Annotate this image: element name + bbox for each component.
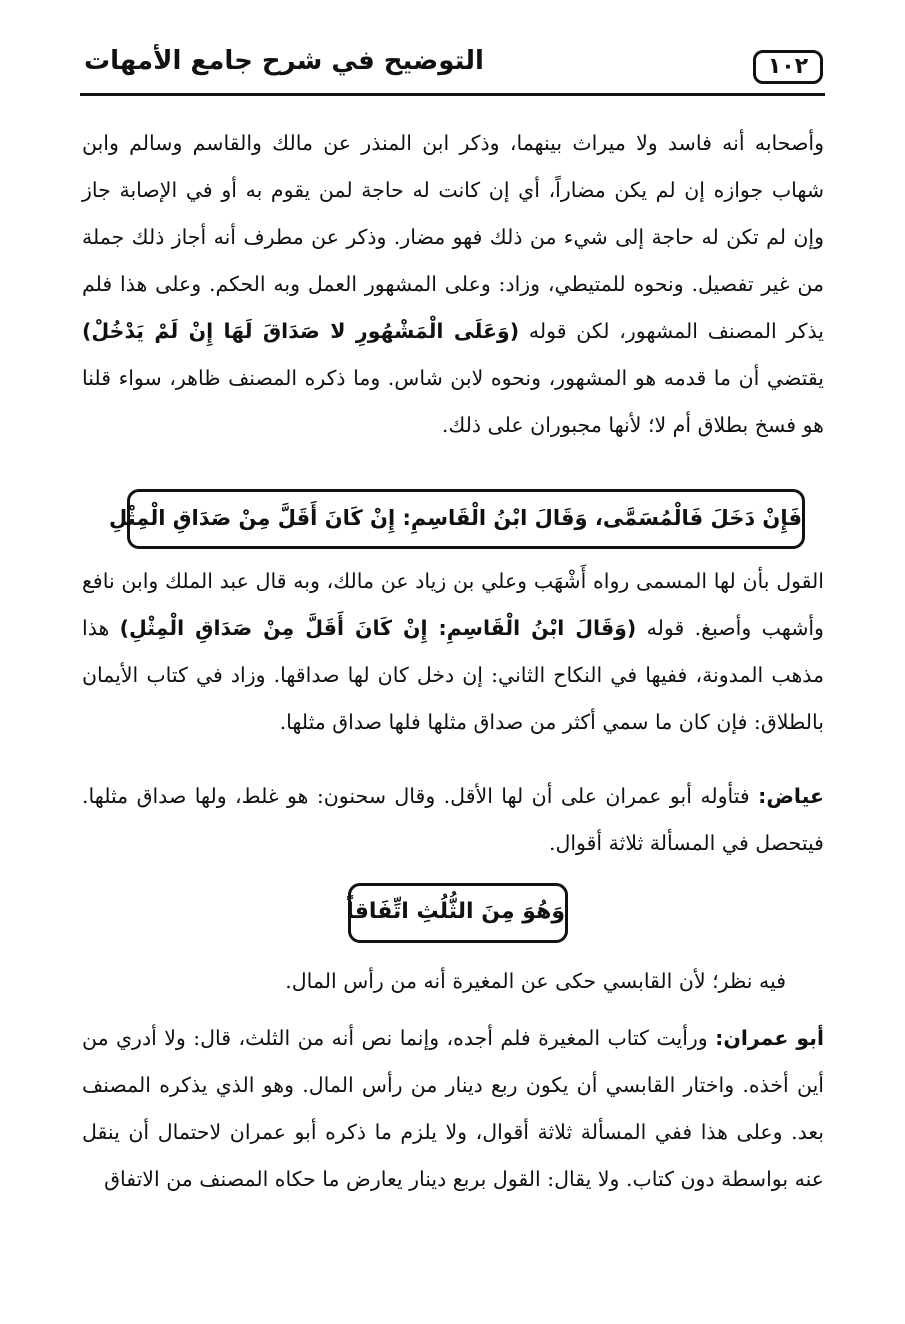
commentary-paragraph-1 (82, 120, 824, 449)
paragraph-text: القول بأن لها المسمى رواه أَشْهَب وعلي بن زياد عن مالك، وبه قال عبد الملك وابن نافع وأشهب وأصبغ. قوله (82, 569, 824, 640)
book-title: التوضيح في شرح جامع الأمهات (84, 46, 484, 76)
commentary-paragraph-2 (82, 558, 824, 746)
paragraph-text: فتأوله أبو عمران على أن لها الأقل. وقال سحنون: هو غلط، ولها صداق مثلها. فيتحصل في المسألة ثلاثة أقوال. (82, 784, 824, 855)
matn-box: وَهُوَ مِنَ الثُّلُثِ اتِّفَاقاً (348, 883, 568, 943)
commentary-paragraph-4 (82, 958, 824, 1005)
matn-quote: (وَعَلَى الْمَشْهُورِ لا صَدَاقَ لَهَا إِنْ لَمْ يَدْخُلْ) (82, 319, 520, 343)
page-number: ١٠٢ (753, 50, 823, 84)
commentary-paragraph-5 (82, 1015, 824, 1203)
cited-scholar: أبو عمران: (715, 1026, 824, 1050)
matn-box: فَإِنْ دَخَلَ فَالْمُسَمَّى، وَقَالَ ابْنُ الْقَاسِمِ: إِنْ كَانَ أَقَلَّ مِنْ صَدَاقِ الْمِثْلِ (127, 489, 805, 549)
paragraph-text: يقتضي أن ما قدمه هو المشهور، ونحوه لابن شاس. وما ذكره المصنف ظاهر، سواء قلنا هو فسخ بطلاق أم لا؛ لأنها مجبوران على ذلك. (82, 366, 824, 437)
paragraph-text: فيه نظر؛ لأن القابسي حكى عن المغيرة أنه من رأس المال. (285, 969, 786, 993)
commentary-paragraph-3 (82, 773, 824, 867)
cited-scholar: عياض: (758, 784, 824, 808)
header-divider (80, 93, 825, 96)
page-header (80, 36, 825, 96)
paragraph-text: وأصحابه أنه فاسد ولا ميراث بينهما، وذكر ابن المنذر عن مالك والقاسم وسالم وابن شهاب جوازه إن لم يكن مضاراً، أي إن كانت له حاجة لمن يقوم به أو في الإصابة جاز وإن لم تكن له حاجة إلى شيء من ذلك فهو مضار. وذكر عن مطرف أنه أجاز ذلك جملة من غير تفصيل. ونحوه للمتيطي، وزاد: وعلى المشهور العمل وبه الحكم. وعلى هذا فلم يذكر المصنف المشهور، لكن قوله (82, 131, 824, 343)
paragraph-text: ورأيت كتاب المغيرة فلم أجده، وإنما نص أنه من الثلث، قال: ولا أدري من أين أخذه. واختار القابسي أن يكون ربع دينار من رأس المال. وهو الذي يذكره المصنف بعد. وعلى هذا ففي المسألة ثلاثة أقوال، ولا يلزم ما ذكره أبو عمران لاحتمال أن ينقل عنه بواسطة دون كتاب. ولا يقال: القول بربع دينار يعارض ما حكاه المصنف من الاتفاق (82, 1026, 824, 1191)
paragraph-text: هذا مذهب المدونة، ففيها في النكاح الثاني: إن دخل كان لها صداقها. وزاد في كتاب الأيمان بالطلاق: فإن كان ما سمي أكثر من صداق مثلها فلها صداق مثلها. (82, 616, 824, 734)
matn-quote: (وَقَالَ ابْنُ الْقَاسِمِ: إِنْ كَانَ أَقَلَّ مِنْ صَدَاقِ الْمِثْلِ) (119, 616, 637, 640)
